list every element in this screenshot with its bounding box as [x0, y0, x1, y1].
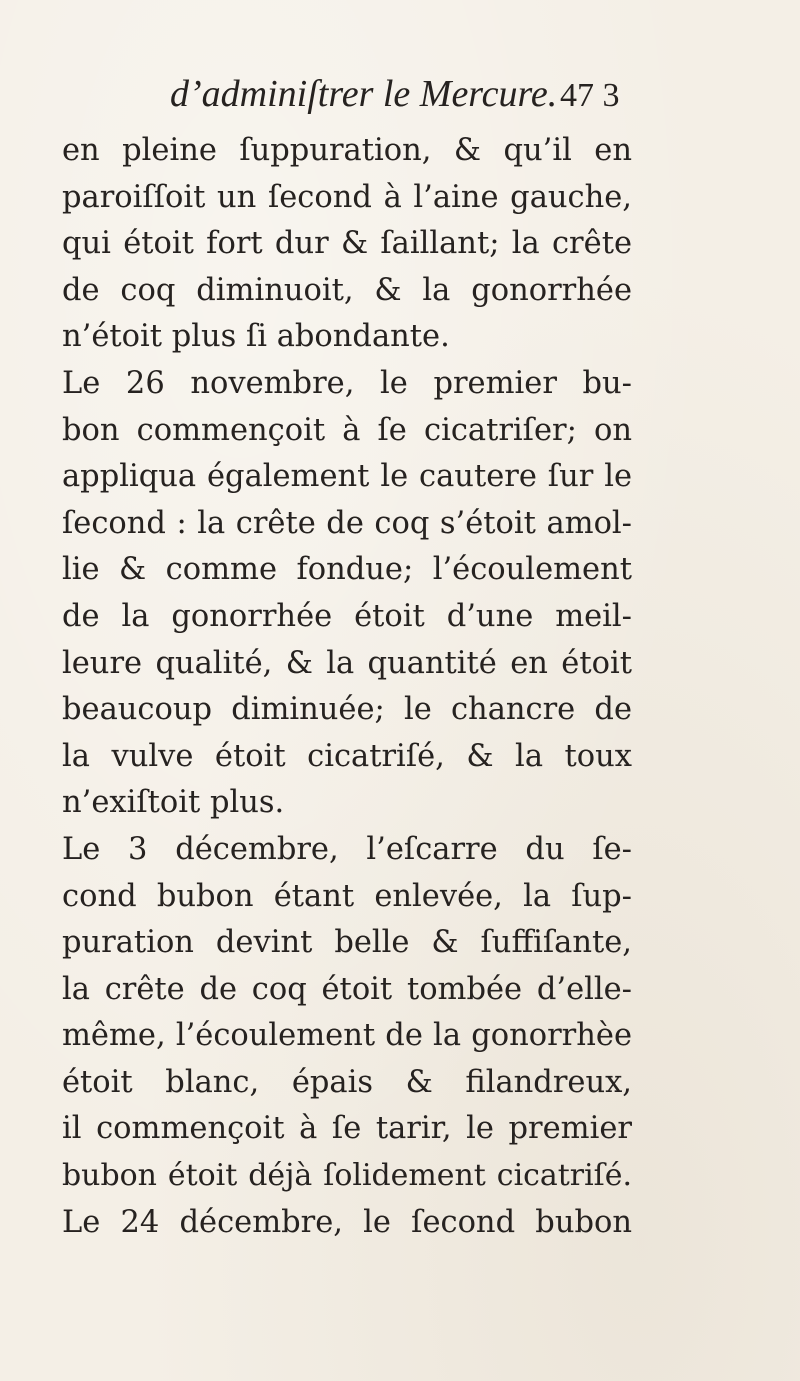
- text-line: en pleine ſuppuration, & qu’il en: [62, 133, 632, 168]
- text-line: beaucoup diminuée; le chancre de: [62, 692, 632, 728]
- text-line: n’exiſtoit plus.: [62, 785, 285, 821]
- page-header: [0, 68, 800, 128]
- text-line: leure qualité, & la quantité en étoit: [62, 645, 632, 681]
- text-line: Le 3 décembre, l’eſcarre du ſe-: [62, 831, 632, 867]
- text-line: même, l’écoulement de la gonorrhèe: [62, 1018, 632, 1054]
- text-line: lie & comme fondue; l’écoulement: [62, 552, 632, 588]
- text-line: la vulve étoit cicatriſé, & la toux: [62, 738, 632, 774]
- text-line: puration devint belle & ſuffiſante,: [62, 925, 632, 961]
- text-line: il commençoit à ſe tarir, le premier: [62, 1111, 632, 1147]
- text-line: Le 26 novembre, le premier bu-: [62, 365, 632, 401]
- text-line: Le 24 décembre, le ſecond bubon: [62, 1204, 632, 1240]
- body-text: [62, 128, 632, 1246]
- text-line: étoit blanc, épais & filandreux,: [62, 1064, 632, 1100]
- text-line: appliqua également le cautere ſur le: [62, 459, 632, 495]
- text-line: cond bubon étant enlevée, la ſup-: [62, 878, 632, 914]
- text-line: bubon étoit déjà ſolidement cicatriſé.: [62, 1158, 632, 1194]
- text-line: n’étoit plus ſi abondante.: [62, 319, 450, 355]
- text-line: de la gonorrhée étoit d’une meil-: [62, 598, 632, 634]
- page-number: 47 3: [560, 77, 620, 114]
- text-line: qui étoit fort dur & ſaillant; la crête: [62, 226, 632, 262]
- text-line: paroiſſoit un ſecond à l’aine gauche,: [62, 179, 632, 215]
- text-line: la crête de coq étoit tombée d’elle-: [62, 971, 632, 1007]
- text-line: ſecond : la crête de coq s’étoit amol-: [62, 505, 632, 541]
- text-line: de coq diminuoit, & la gonorrhée: [62, 272, 632, 308]
- running-title: d’adminiſtrer le Mercure.: [170, 73, 558, 115]
- text-line: bon commençoit à ſe cicatriſer; on: [62, 412, 632, 448]
